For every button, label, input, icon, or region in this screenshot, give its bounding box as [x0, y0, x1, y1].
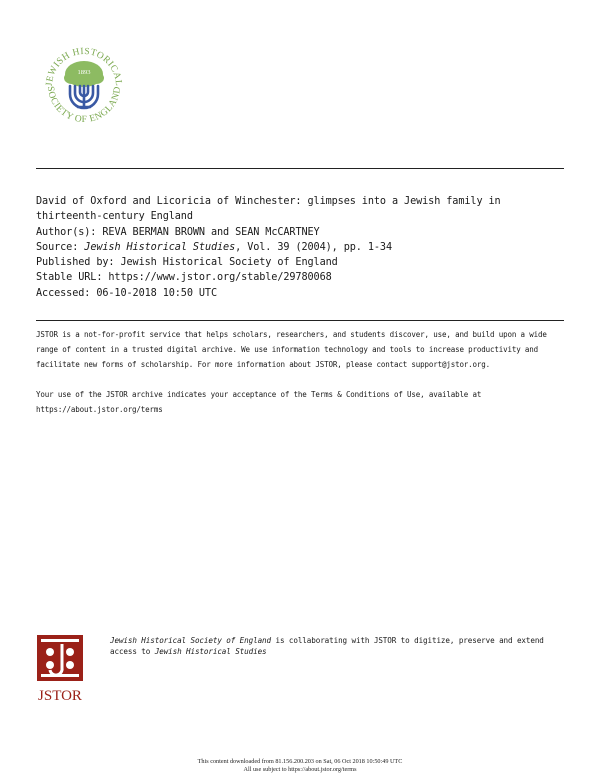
logo-ring-text-top: JEWISH HISTORICAL — [44, 46, 124, 87]
download-footer — [0, 758, 600, 774]
article-authors: Author(s): REVA BERMAN BROWN and SEAN McCARTNEY — [36, 226, 320, 238]
collaboration-statement: Jewish Historical Society of England is collaborating with JSTOR to digitize, preserve and extend access to Jewish Historical Studies — [110, 636, 544, 656]
accessed-date: Accessed: 06-10-2018 10:50 UTC — [36, 287, 218, 299]
terms-paragraph: Your use of the JSTOR archive indicates your acceptance of the Terms & Conditions of Use, available at https://about.jstor.org/terms — [36, 390, 482, 414]
source-journal: Jewish Historical Studies — [84, 241, 236, 253]
society-name: Jewish Historical Society of England — [110, 636, 271, 645]
jewish-historical-society-logo — [38, 36, 130, 128]
jstor-notice — [36, 327, 564, 417]
article-metadata — [36, 194, 566, 301]
logo-year: 1893 — [77, 69, 91, 76]
notice-paragraph: JSTOR is a not-for-profit service that helps scholars, researchers, and students discover, use, and build upon a wide range of content in a trusted digital archive. We use information technology and tools to increase productivity and facilitate new forms of scholarship. For more information about JSTOR, please contact support@jstor.org. — [36, 330, 547, 369]
jstor-logo — [36, 634, 84, 704]
middle-divider — [36, 320, 564, 321]
journal-name: Jewish Historical Studies — [154, 647, 267, 656]
article-source: Source: Jewish Historical Studies, Vol. 39 (2004), pp. 1-34 — [36, 241, 392, 253]
top-divider — [36, 168, 564, 169]
footer-download-line: This content downloaded from 81.156.200.203 on Sat, 06 Oct 2018 10:50:49 UTC — [197, 758, 403, 765]
menorah-icon — [70, 86, 98, 108]
logo-ring-text-bottom: SOCIETY OF ENGLAND — [44, 85, 124, 126]
stable-url[interactable]: Stable URL: https://www.jstor.org/stable/29780068 — [36, 272, 332, 284]
jstor-wordmark: JSTOR — [38, 688, 82, 704]
article-title: David of Oxford and Licoricia of Winchester: glimpses into a Jewish family in thirteenth-century England — [36, 196, 501, 223]
article-publisher: Published by: Jewish Historical Society of England — [36, 257, 338, 269]
footer-terms-line: All use subject to https://about.jstor.org/terms — [243, 766, 357, 773]
